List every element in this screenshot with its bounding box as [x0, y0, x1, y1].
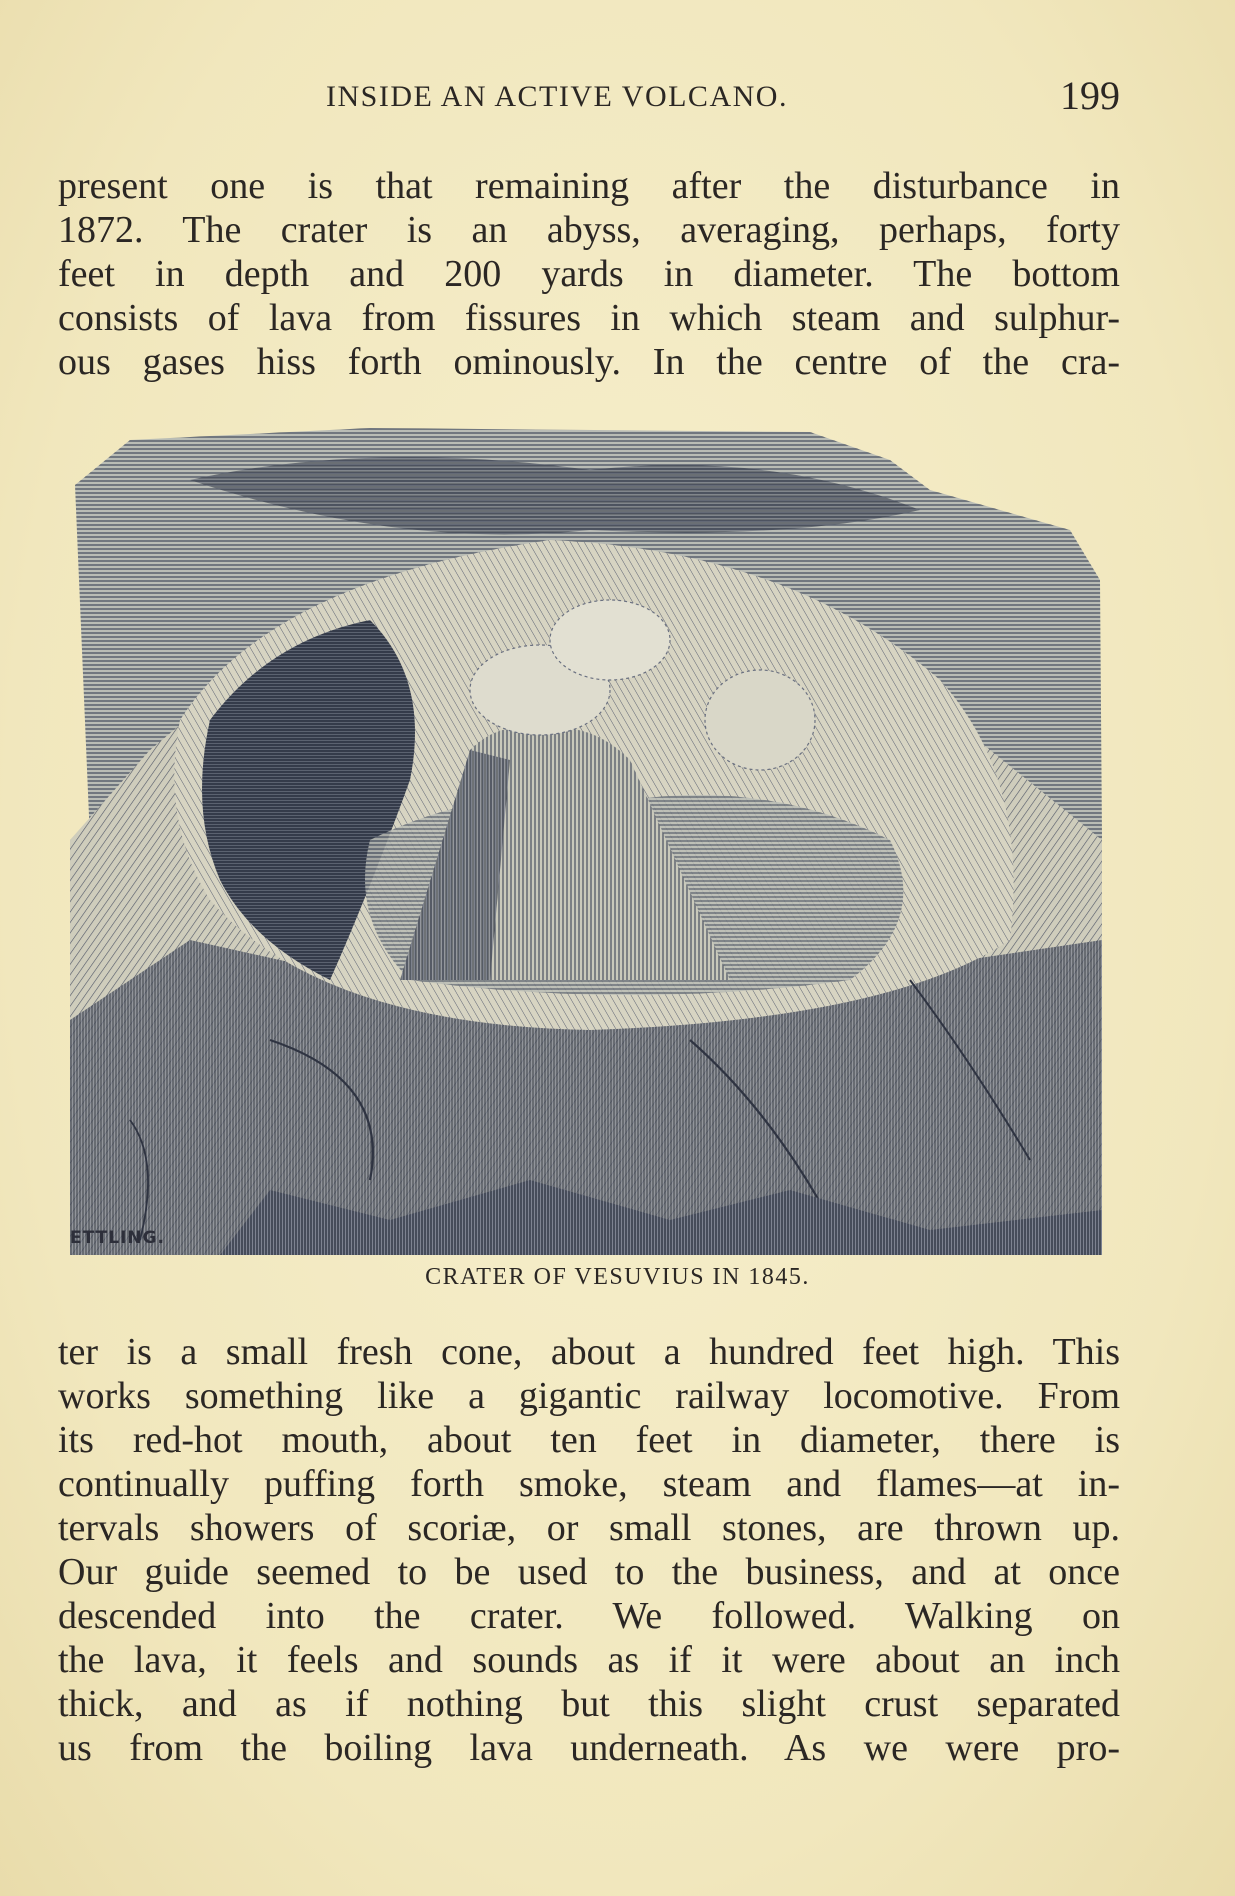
text-line: tervals showers of scoriæ, or small stones, are thrown up. — [58, 1507, 1120, 1549]
text-line: present one is that remaining after the disturbance in — [58, 165, 1120, 207]
text-line: feet in depth and 200 yards in diameter. The bottom — [58, 253, 1120, 295]
engraving-figure — [70, 420, 1110, 1265]
text-line: ous gases hiss forth ominously. In the centre of the cra- — [58, 341, 1120, 383]
engraver-signature: ETTLING. — [70, 1228, 165, 1248]
steam-plume — [705, 670, 815, 770]
text-line: consists of lava from fissures in which steam and sulphur- — [58, 297, 1120, 339]
text-line: 1872. The crater is an abyss, averaging, perhaps, forty — [58, 209, 1120, 251]
page-number: 199 — [1060, 73, 1120, 118]
paragraph-bottom — [58, 1330, 1120, 1770]
paragraph-top — [58, 164, 1120, 384]
figure-caption: CRATER OF VESUVIUS IN 1845. — [425, 1264, 810, 1290]
text-line: its red-hot mouth, about ten feet in diameter, there is — [58, 1419, 1120, 1461]
running-head: INSIDE AN ACTIVE VOLCANO. — [326, 80, 788, 113]
crater-engraving — [70, 420, 1110, 1265]
text-line: ter is a small fresh cone, about a hundred feet high. This — [58, 1331, 1120, 1373]
text-line: descended into the crater. We followed. Walking on — [58, 1595, 1120, 1637]
text-line: thick, and as if nothing but this slight crust separated — [58, 1683, 1120, 1725]
text-line: works something like a gigantic railway locomotive. From — [58, 1375, 1120, 1417]
steam-plume — [550, 600, 670, 680]
text-line: continually puffing forth smoke, steam and flames—at in- — [58, 1463, 1120, 1505]
page-header — [58, 72, 1120, 122]
text-line: the lava, it feels and sounds as if it were about an inch — [58, 1639, 1120, 1681]
text-line: Our guide seemed to be used to the business, and at once — [58, 1551, 1120, 1593]
text-line: us from the boiling lava underneath. As we were pro- — [58, 1727, 1120, 1769]
